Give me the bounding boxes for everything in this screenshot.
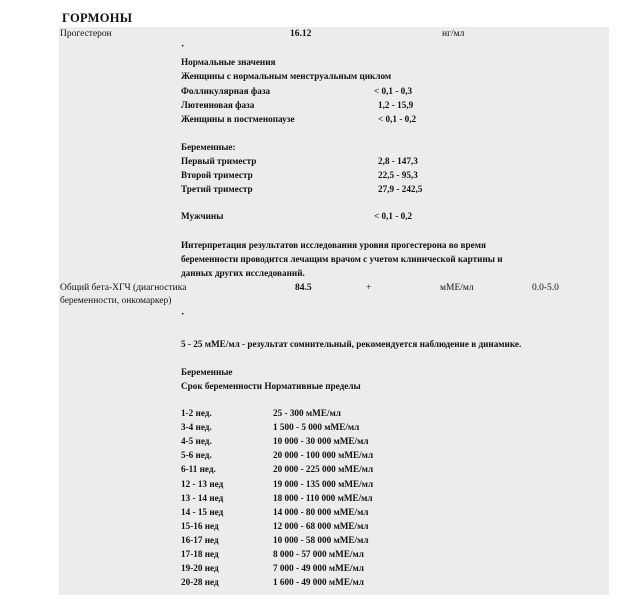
trimester-range: 22,5 - 95,3 bbox=[378, 170, 418, 180]
week-term: 14 - 15 нед bbox=[181, 506, 224, 517]
week-term: 13 - 14 нед bbox=[181, 492, 224, 503]
week-range: 20 000 - 100 000 мМЕ/мл bbox=[273, 450, 374, 461]
test-unit-hcg: мМЕ/мл bbox=[440, 283, 474, 293]
week-range: 12 000 - 68 000 мМЕ/мл bbox=[273, 520, 369, 531]
trimester-range: 27,9 - 242,5 bbox=[378, 184, 423, 194]
hcg-pregnant-heading: Беременные bbox=[181, 367, 233, 377]
week-term: 4-5 нед. bbox=[181, 436, 212, 447]
interpretation-line: Интерпретация результатов исследования уровня прогестерона во время bbox=[181, 240, 486, 250]
week-term: 12 - 13 нед bbox=[181, 478, 224, 489]
trimester-label: Третий триместр bbox=[181, 184, 253, 194]
week-range: 18 000 - 110 000 мМЕ/мл bbox=[273, 492, 373, 503]
pregnant-heading: Беременные: bbox=[181, 142, 236, 152]
week-range: 25 - 300 мМЕ/мл bbox=[273, 408, 341, 418]
men-label: Мужчины bbox=[181, 211, 224, 221]
interpretation-line: данных других исследований. bbox=[181, 268, 305, 278]
trimester-label: Первый триместр bbox=[181, 156, 257, 166]
trimester-range: 2,8 - 147,3 bbox=[378, 156, 418, 166]
week-range: 7 000 - 49 000 мМЕ/мл bbox=[273, 563, 364, 574]
test-reference-hcg: 0.0-5.0 bbox=[532, 283, 559, 293]
week-range: 19 000 - 135 000 мМЕ/мл bbox=[273, 478, 374, 489]
week-term: 3-4 нед. bbox=[181, 422, 212, 433]
bullet-dot: · bbox=[181, 41, 185, 52]
norm-range: 1,2 - 15,9 bbox=[378, 100, 414, 110]
week-range: 10 000 - 58 000 мМЕ/мл bbox=[273, 534, 369, 545]
week-term: 17-18 нед bbox=[181, 549, 219, 559]
week-range: 8 000 - 57 000 мМЕ/мл bbox=[273, 549, 364, 559]
week-term: 19-20 нед bbox=[181, 563, 219, 574]
test-flag-hcg: + bbox=[366, 283, 372, 293]
week-range: 1 500 - 5 000 мМЕ/мл bbox=[273, 422, 360, 433]
hcg-note: 5 - 25 мМЕ/мл - результат сомнительный, рекомендуется наблюдение в динамике. bbox=[181, 339, 522, 349]
week-term: 20-28 нед bbox=[181, 577, 219, 588]
test-name-progesterone: Прогестерон bbox=[60, 29, 112, 39]
week-term: 1-2 нед. bbox=[181, 408, 212, 418]
section-title: ГОРМОНЫ bbox=[62, 11, 133, 25]
test-value-progesterone: 16.12 bbox=[290, 29, 312, 39]
test-value-hcg: 84.5 bbox=[295, 283, 312, 293]
week-term: 5-6 нед. bbox=[181, 450, 212, 461]
norm-label: Фолликулярная фаза bbox=[181, 86, 271, 96]
hcg-table-header: Срок беременности Нормативные пределы bbox=[181, 381, 361, 391]
week-range: 10 000 - 30 000 мМЕ/мл bbox=[273, 436, 369, 447]
norm-label: Женщины в постменопаузе bbox=[181, 114, 295, 124]
week-range: 1 600 - 49 000 мМЕ/мл bbox=[273, 577, 364, 588]
test-name-hcg-line1: Общий бета-ХГЧ (диагностика bbox=[60, 283, 187, 293]
norms-subheading: Женщины с нормальным менструальным циклом bbox=[181, 71, 392, 81]
norm-label: Лютеиновая фаза bbox=[181, 100, 255, 110]
bullet-dot: · bbox=[181, 309, 185, 320]
week-range: 20 000 - 225 000 мМЕ/мл bbox=[273, 464, 374, 475]
week-term: 6-11 нед. bbox=[181, 464, 216, 475]
week-range: 14 000 - 80 000 мМЕ/мл bbox=[273, 506, 369, 517]
norm-range: < 0,1 - 0,2 bbox=[378, 114, 417, 124]
week-term: 16-17 нед bbox=[181, 534, 219, 545]
trimester-label: Второй триместр bbox=[181, 170, 253, 180]
test-unit-progesterone: нг/мл bbox=[442, 29, 465, 39]
norms-heading: Нормальные значения bbox=[181, 57, 276, 67]
norm-range: < 0,1 - 0,3 bbox=[374, 86, 413, 96]
week-term: 15-16 нед bbox=[181, 520, 219, 531]
test-name-hcg-line2: беременности, онкомаркер) bbox=[60, 296, 172, 306]
interpretation-line: беременности проводится лечащим врачом с учетом клинической картины и bbox=[181, 254, 503, 264]
men-range: < 0,1 - 0,2 bbox=[374, 211, 413, 221]
